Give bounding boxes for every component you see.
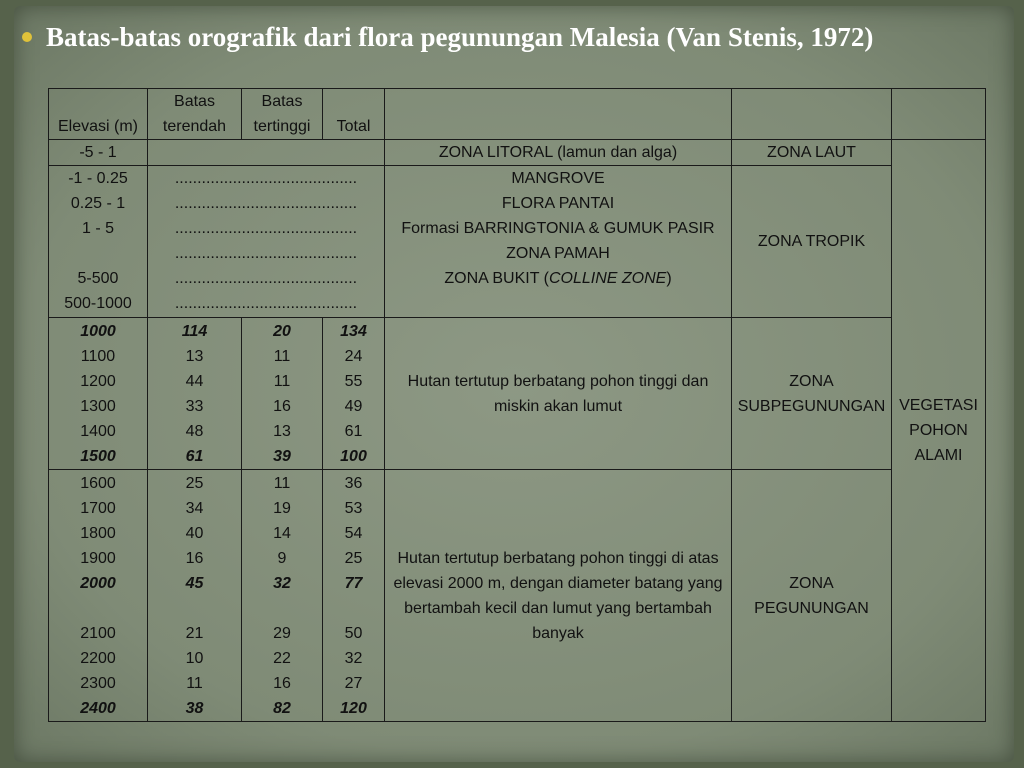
row-lowland	[49, 166, 986, 318]
sub-elevasi: 1000 1100 1200 1300 1400 1500	[49, 318, 148, 470]
litoral-wilayah: ZONA LAUT	[732, 140, 892, 166]
mont-terendah: 25 34 40 16 45 21 10 11 38	[148, 470, 242, 722]
flora-table	[48, 88, 986, 722]
mont-desc: Hutan tertutup berbatang pohon tinggi di atas elevasi 2000 m, dengan diameter batang yang bertambah kecil dan lumut yang bertambah banyak	[385, 470, 732, 722]
header-empty-zone	[385, 89, 732, 140]
mont-tertinggi: 11 19 14 9 32 29 22 16 82	[242, 470, 323, 722]
bullet-icon	[22, 32, 32, 42]
mont-elevasi: 1600 1700 1800 1900 2000 2100 2200 2300 2400	[49, 470, 148, 722]
sub-terendah: 114 13 44 33 48 61	[148, 318, 242, 470]
row-pegunungan	[49, 470, 986, 722]
row-subpegunungan	[49, 318, 986, 470]
vegetasi-text: VEGETASI POHON ALAMI	[899, 397, 978, 464]
sub-wilayah: ZONA SUBPEGUNUNGAN	[732, 318, 892, 470]
lowland-elevasi: -1 - 0.25 0.25 - 1 1 - 5 5-500 500-1000	[49, 166, 148, 318]
sub-tertinggi: 20 11 11 16 13 39	[242, 318, 323, 470]
vegetasi-cell	[892, 140, 986, 722]
litoral-empty	[148, 140, 385, 166]
header-batas-tertinggi: Batas tertinggi	[242, 89, 323, 140]
row-litoral	[49, 140, 986, 166]
header-empty-vegetation	[892, 89, 986, 140]
slide-title-text: Batas-batas orografik dari flora pegunungan Malesia (Van Stenis, 1972)	[46, 22, 874, 52]
mont-total: 36 53 54 25 77 50 32 27 120	[323, 470, 385, 722]
lowland-dots: ......................................... ......................................... ......................................... ......................................... ......................................... .........................................	[148, 166, 385, 318]
slide-title	[22, 22, 873, 53]
sub-total: 134 24 55 49 61 100	[323, 318, 385, 470]
header-row	[49, 89, 986, 140]
sub-desc: Hutan tertutup berbatang pohon tinggi dan miskin akan lumut	[385, 318, 732, 470]
header-batas-terendah: Batas terendah	[148, 89, 242, 140]
litoral-zona: ZONA LITORAL (lamun dan alga)	[385, 140, 732, 166]
header-empty-region	[732, 89, 892, 140]
litoral-elevasi: -5 - 1	[49, 140, 148, 166]
lowland-zona: MANGROVE FLORA PANTAI Formasi BARRINGTONIA & GUMUK PASIR ZONA PAMAH ZONA BUKIT (COLLINE ZONE)	[385, 166, 732, 318]
mont-wilayah: ZONA PEGUNUNGAN	[732, 470, 892, 722]
header-elevasi: Elevasi (m)	[49, 89, 148, 140]
lowland-wilayah: ZONA TROPIK	[732, 166, 892, 318]
header-total: Total	[323, 89, 385, 140]
